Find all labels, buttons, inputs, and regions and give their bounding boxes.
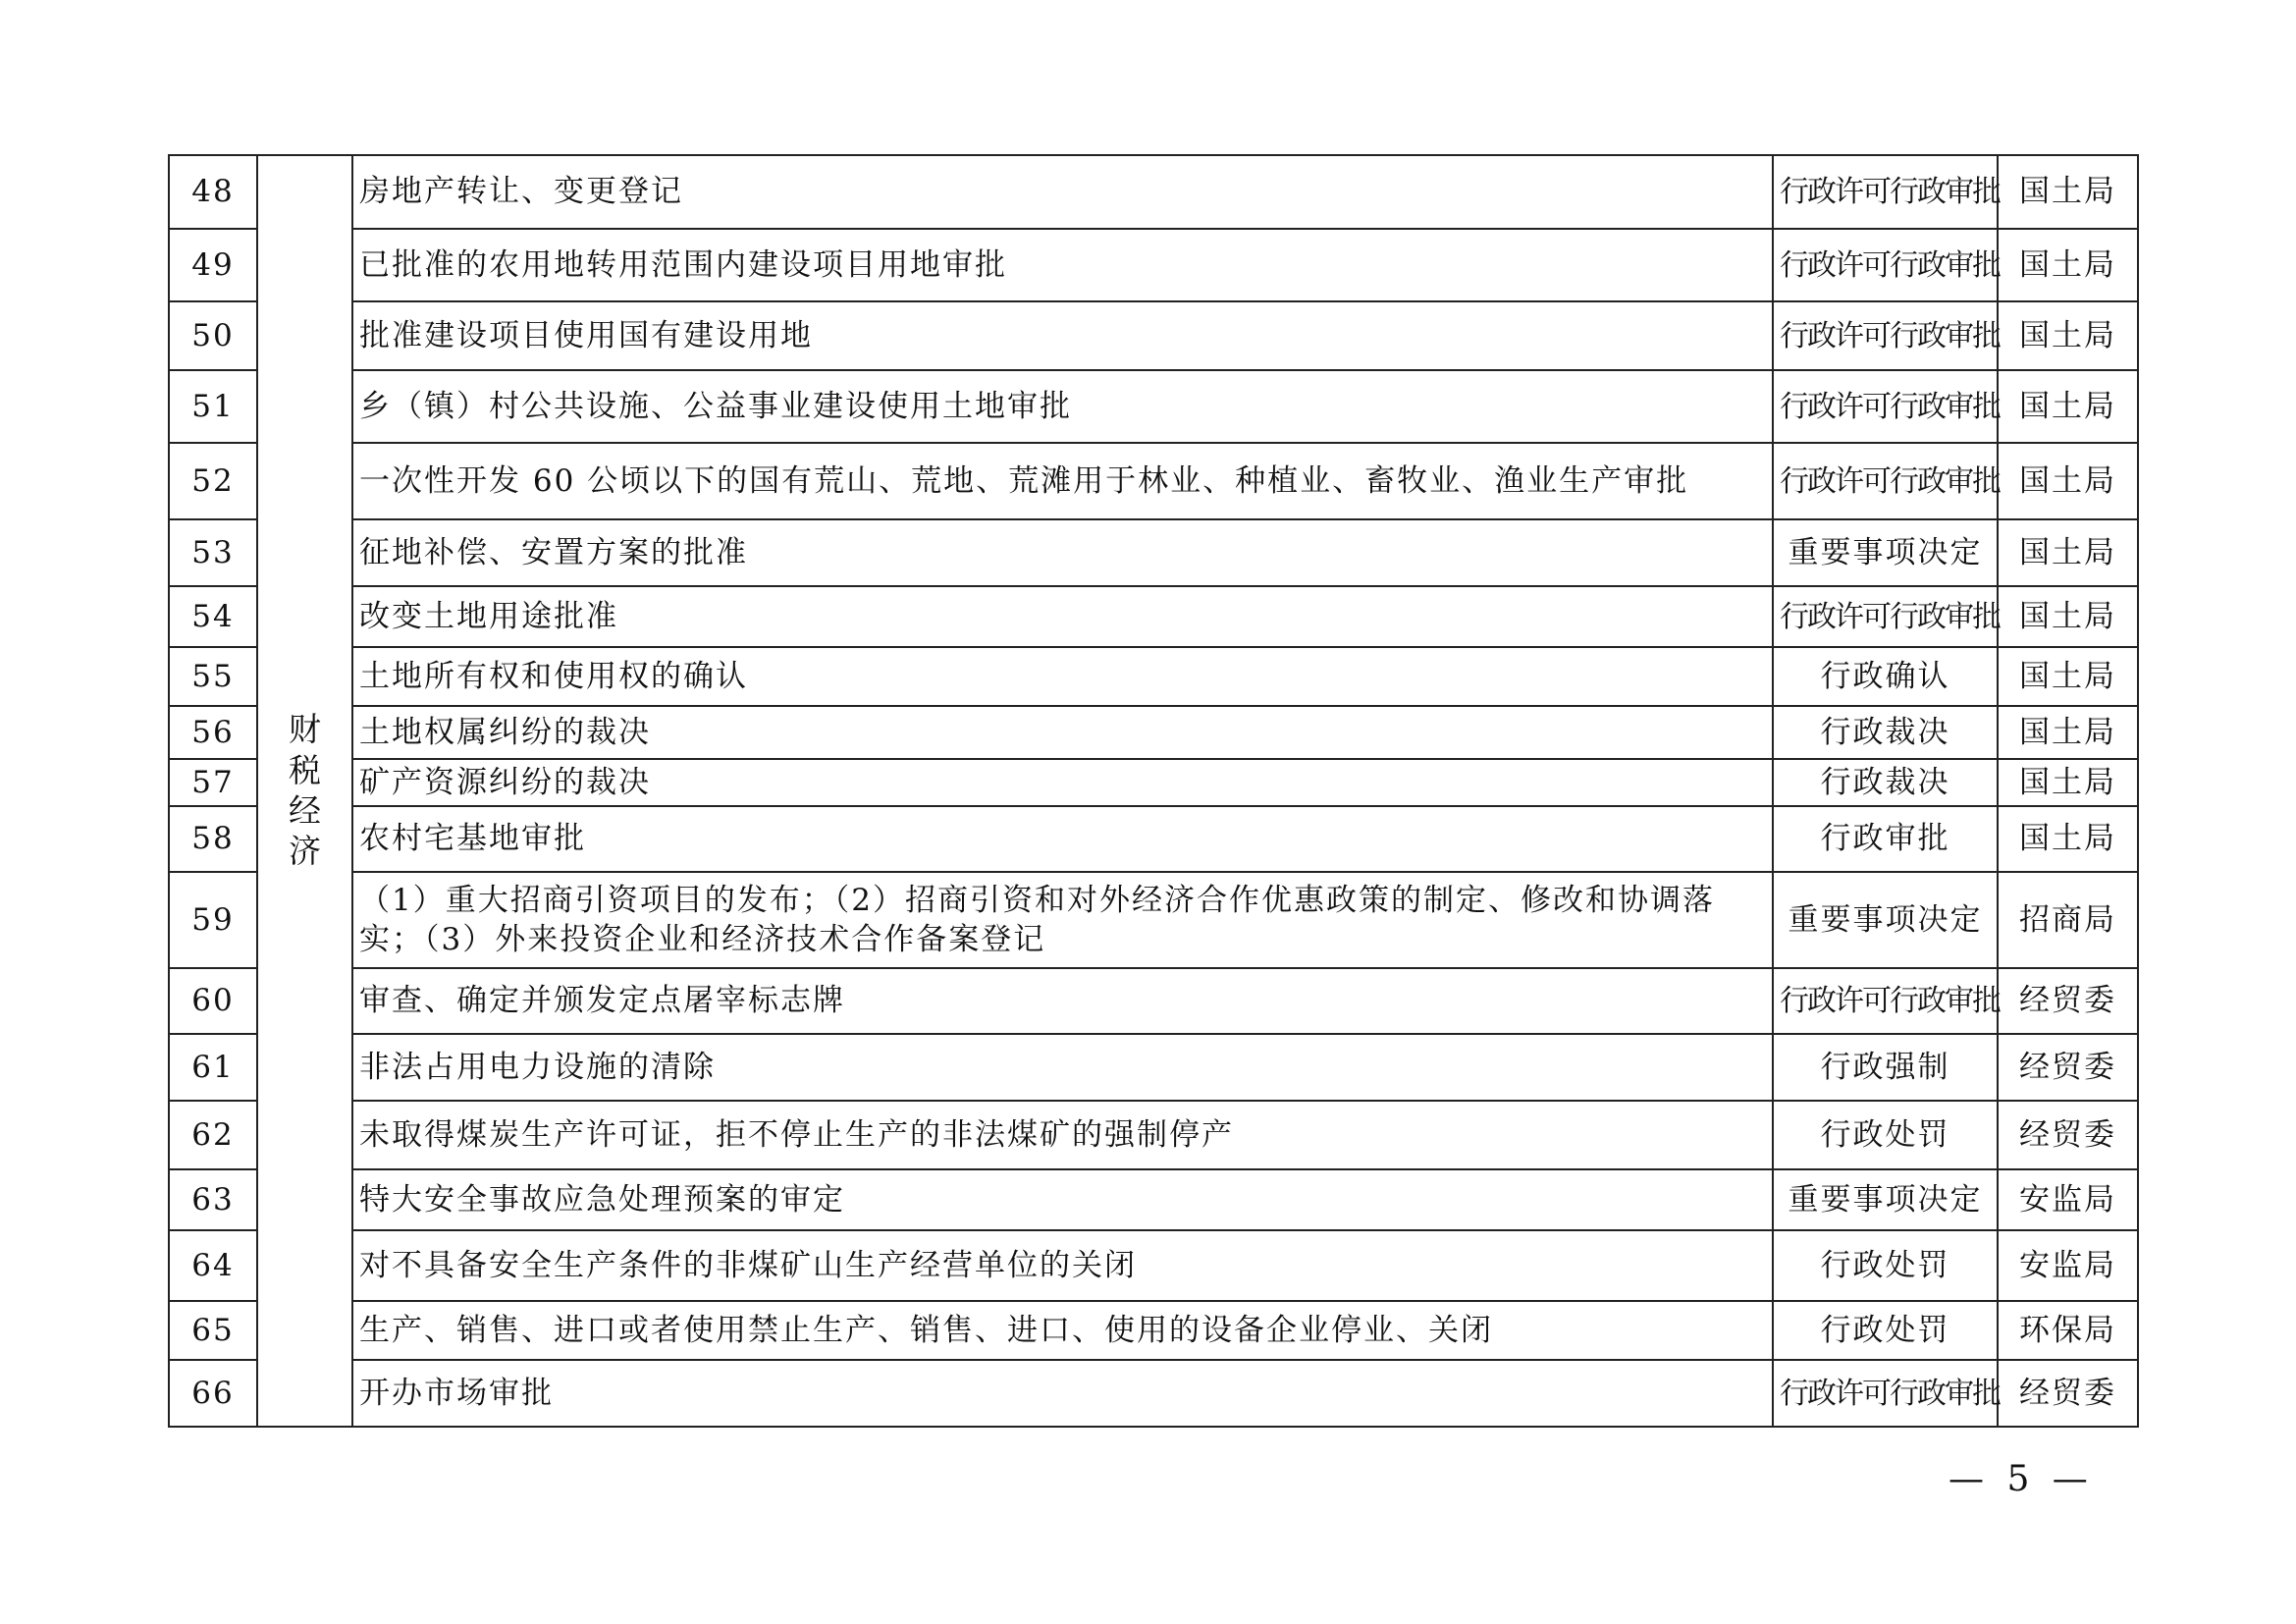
- row-dept: 国土局: [1998, 301, 2138, 370]
- row-number: 57: [169, 759, 257, 806]
- row-item: 房地产转让、变更登记: [352, 155, 1773, 229]
- row-dept: 国土局: [1998, 370, 2138, 443]
- row-type: 行政许可行政审批: [1773, 155, 1998, 229]
- row-item: 土地权属纠纷的裁决: [352, 706, 1773, 759]
- table-row: [169, 1169, 2138, 1230]
- table-row: [169, 647, 2138, 706]
- row-dept: 国土局: [1998, 806, 2138, 872]
- category-cell: [257, 155, 352, 1427]
- row-type: 行政许可行政审批: [1773, 1360, 1998, 1427]
- row-number: 52: [169, 443, 257, 519]
- row-item: 已批准的农用地转用范围内建设项目用地审批: [352, 229, 1773, 301]
- row-number: 56: [169, 706, 257, 759]
- row-item: 改变土地用途批准: [352, 586, 1773, 647]
- row-dept: 国土局: [1998, 586, 2138, 647]
- table-row: [169, 155, 2138, 229]
- row-type: 行政处罚: [1773, 1301, 1998, 1360]
- row-type: 重要事项决定: [1773, 519, 1998, 586]
- table-row: [169, 519, 2138, 586]
- row-dept: 国土局: [1998, 443, 2138, 519]
- row-item: 非法占用电力设施的清除: [352, 1034, 1773, 1101]
- table-row: [169, 443, 2138, 519]
- table-row: [169, 586, 2138, 647]
- row-type: 行政强制: [1773, 1034, 1998, 1101]
- row-type: 行政确认: [1773, 647, 1998, 706]
- row-type: 行政许可行政审批: [1773, 370, 1998, 443]
- row-type: 重要事项决定: [1773, 872, 1998, 968]
- row-item: 土地所有权和使用权的确认: [352, 647, 1773, 706]
- row-dept: 国土局: [1998, 229, 2138, 301]
- row-item: 生产、销售、进口或者使用禁止生产、销售、进口、使用的设备企业停业、关闭: [352, 1301, 1773, 1360]
- table-row: [169, 1034, 2138, 1101]
- table-row: [169, 1301, 2138, 1360]
- row-item: 一次性开发 60 公顷以下的国有荒山、荒地、荒滩用于林业、种植业、畜牧业、渔业生产审批: [352, 443, 1773, 519]
- row-item: 开办市场审批: [352, 1360, 1773, 1427]
- row-dept: 国土局: [1998, 647, 2138, 706]
- row-type: 行政处罚: [1773, 1230, 1998, 1301]
- row-number: 50: [169, 301, 257, 370]
- row-dept: 国土局: [1998, 155, 2138, 229]
- row-type: 重要事项决定: [1773, 1169, 1998, 1230]
- row-type: 行政许可行政审批: [1773, 968, 1998, 1034]
- row-number: 66: [169, 1360, 257, 1427]
- table-row: [169, 301, 2138, 370]
- row-number: 62: [169, 1101, 257, 1169]
- row-type: 行政许可行政审批: [1773, 301, 1998, 370]
- row-dept: 安监局: [1998, 1230, 2138, 1301]
- row-type: 行政裁决: [1773, 759, 1998, 806]
- table-row: [169, 229, 2138, 301]
- row-number: 64: [169, 1230, 257, 1301]
- row-item: 对不具备安全生产条件的非煤矿山生产经营单位的关闭: [352, 1230, 1773, 1301]
- table-row: [169, 806, 2138, 872]
- row-dept: 招商局: [1998, 872, 2138, 968]
- row-item: 未取得煤炭生产许可证，拒不停止生产的非法煤矿的强制停产: [352, 1101, 1773, 1169]
- page-number: — 5 —: [1949, 1459, 2094, 1499]
- row-type: 行政处罚: [1773, 1101, 1998, 1169]
- row-item: 乡（镇）村公共设施、公益事业建设使用土地审批: [352, 370, 1773, 443]
- table-row: [169, 706, 2138, 759]
- row-number: 49: [169, 229, 257, 301]
- row-dept: 国土局: [1998, 519, 2138, 586]
- row-number: 63: [169, 1169, 257, 1230]
- row-type: 行政许可行政审批: [1773, 443, 1998, 519]
- row-number: 60: [169, 968, 257, 1034]
- row-number: 61: [169, 1034, 257, 1101]
- row-item: 矿产资源纠纷的裁决: [352, 759, 1773, 806]
- matters-table: [168, 154, 2139, 1428]
- table-row: [169, 759, 2138, 806]
- row-number: 55: [169, 647, 257, 706]
- category-label: 财税经济: [289, 710, 321, 871]
- row-number: 58: [169, 806, 257, 872]
- table-row: [169, 1360, 2138, 1427]
- table-row: [169, 968, 2138, 1034]
- row-type: 行政裁决: [1773, 706, 1998, 759]
- row-number: 51: [169, 370, 257, 443]
- row-item: 批准建设项目使用国有建设用地: [352, 301, 1773, 370]
- row-number: 65: [169, 1301, 257, 1360]
- row-number: 54: [169, 586, 257, 647]
- row-item: （1）重大招商引资项目的发布；（2）招商引资和对外经济合作优惠政策的制定、修改和协调落实；（3）外来投资企业和经济技术合作备案登记: [352, 872, 1773, 968]
- row-number: 53: [169, 519, 257, 586]
- row-dept: 环保局: [1998, 1301, 2138, 1360]
- row-type: 行政审批: [1773, 806, 1998, 872]
- row-dept: 经贸委: [1998, 968, 2138, 1034]
- row-number: 59: [169, 872, 257, 968]
- row-item: 特大安全事故应急处理预案的审定: [352, 1169, 1773, 1230]
- row-dept: 经贸委: [1998, 1101, 2138, 1169]
- row-item: 审查、确定并颁发定点屠宰标志牌: [352, 968, 1773, 1034]
- row-type: 行政许可行政审批: [1773, 229, 1998, 301]
- row-dept: 经贸委: [1998, 1034, 2138, 1101]
- table-row: [169, 1101, 2138, 1169]
- row-item: 征地补偿、安置方案的批准: [352, 519, 1773, 586]
- table-row: [169, 1230, 2138, 1301]
- row-dept: 经贸委: [1998, 1360, 2138, 1427]
- row-number: 48: [169, 155, 257, 229]
- row-dept: 国土局: [1998, 706, 2138, 759]
- table-row: [169, 370, 2138, 443]
- row-type: 行政许可行政审批: [1773, 586, 1998, 647]
- row-dept: 安监局: [1998, 1169, 2138, 1230]
- row-dept: 国土局: [1998, 759, 2138, 806]
- table-row: [169, 872, 2138, 968]
- row-item: 农村宅基地审批: [352, 806, 1773, 872]
